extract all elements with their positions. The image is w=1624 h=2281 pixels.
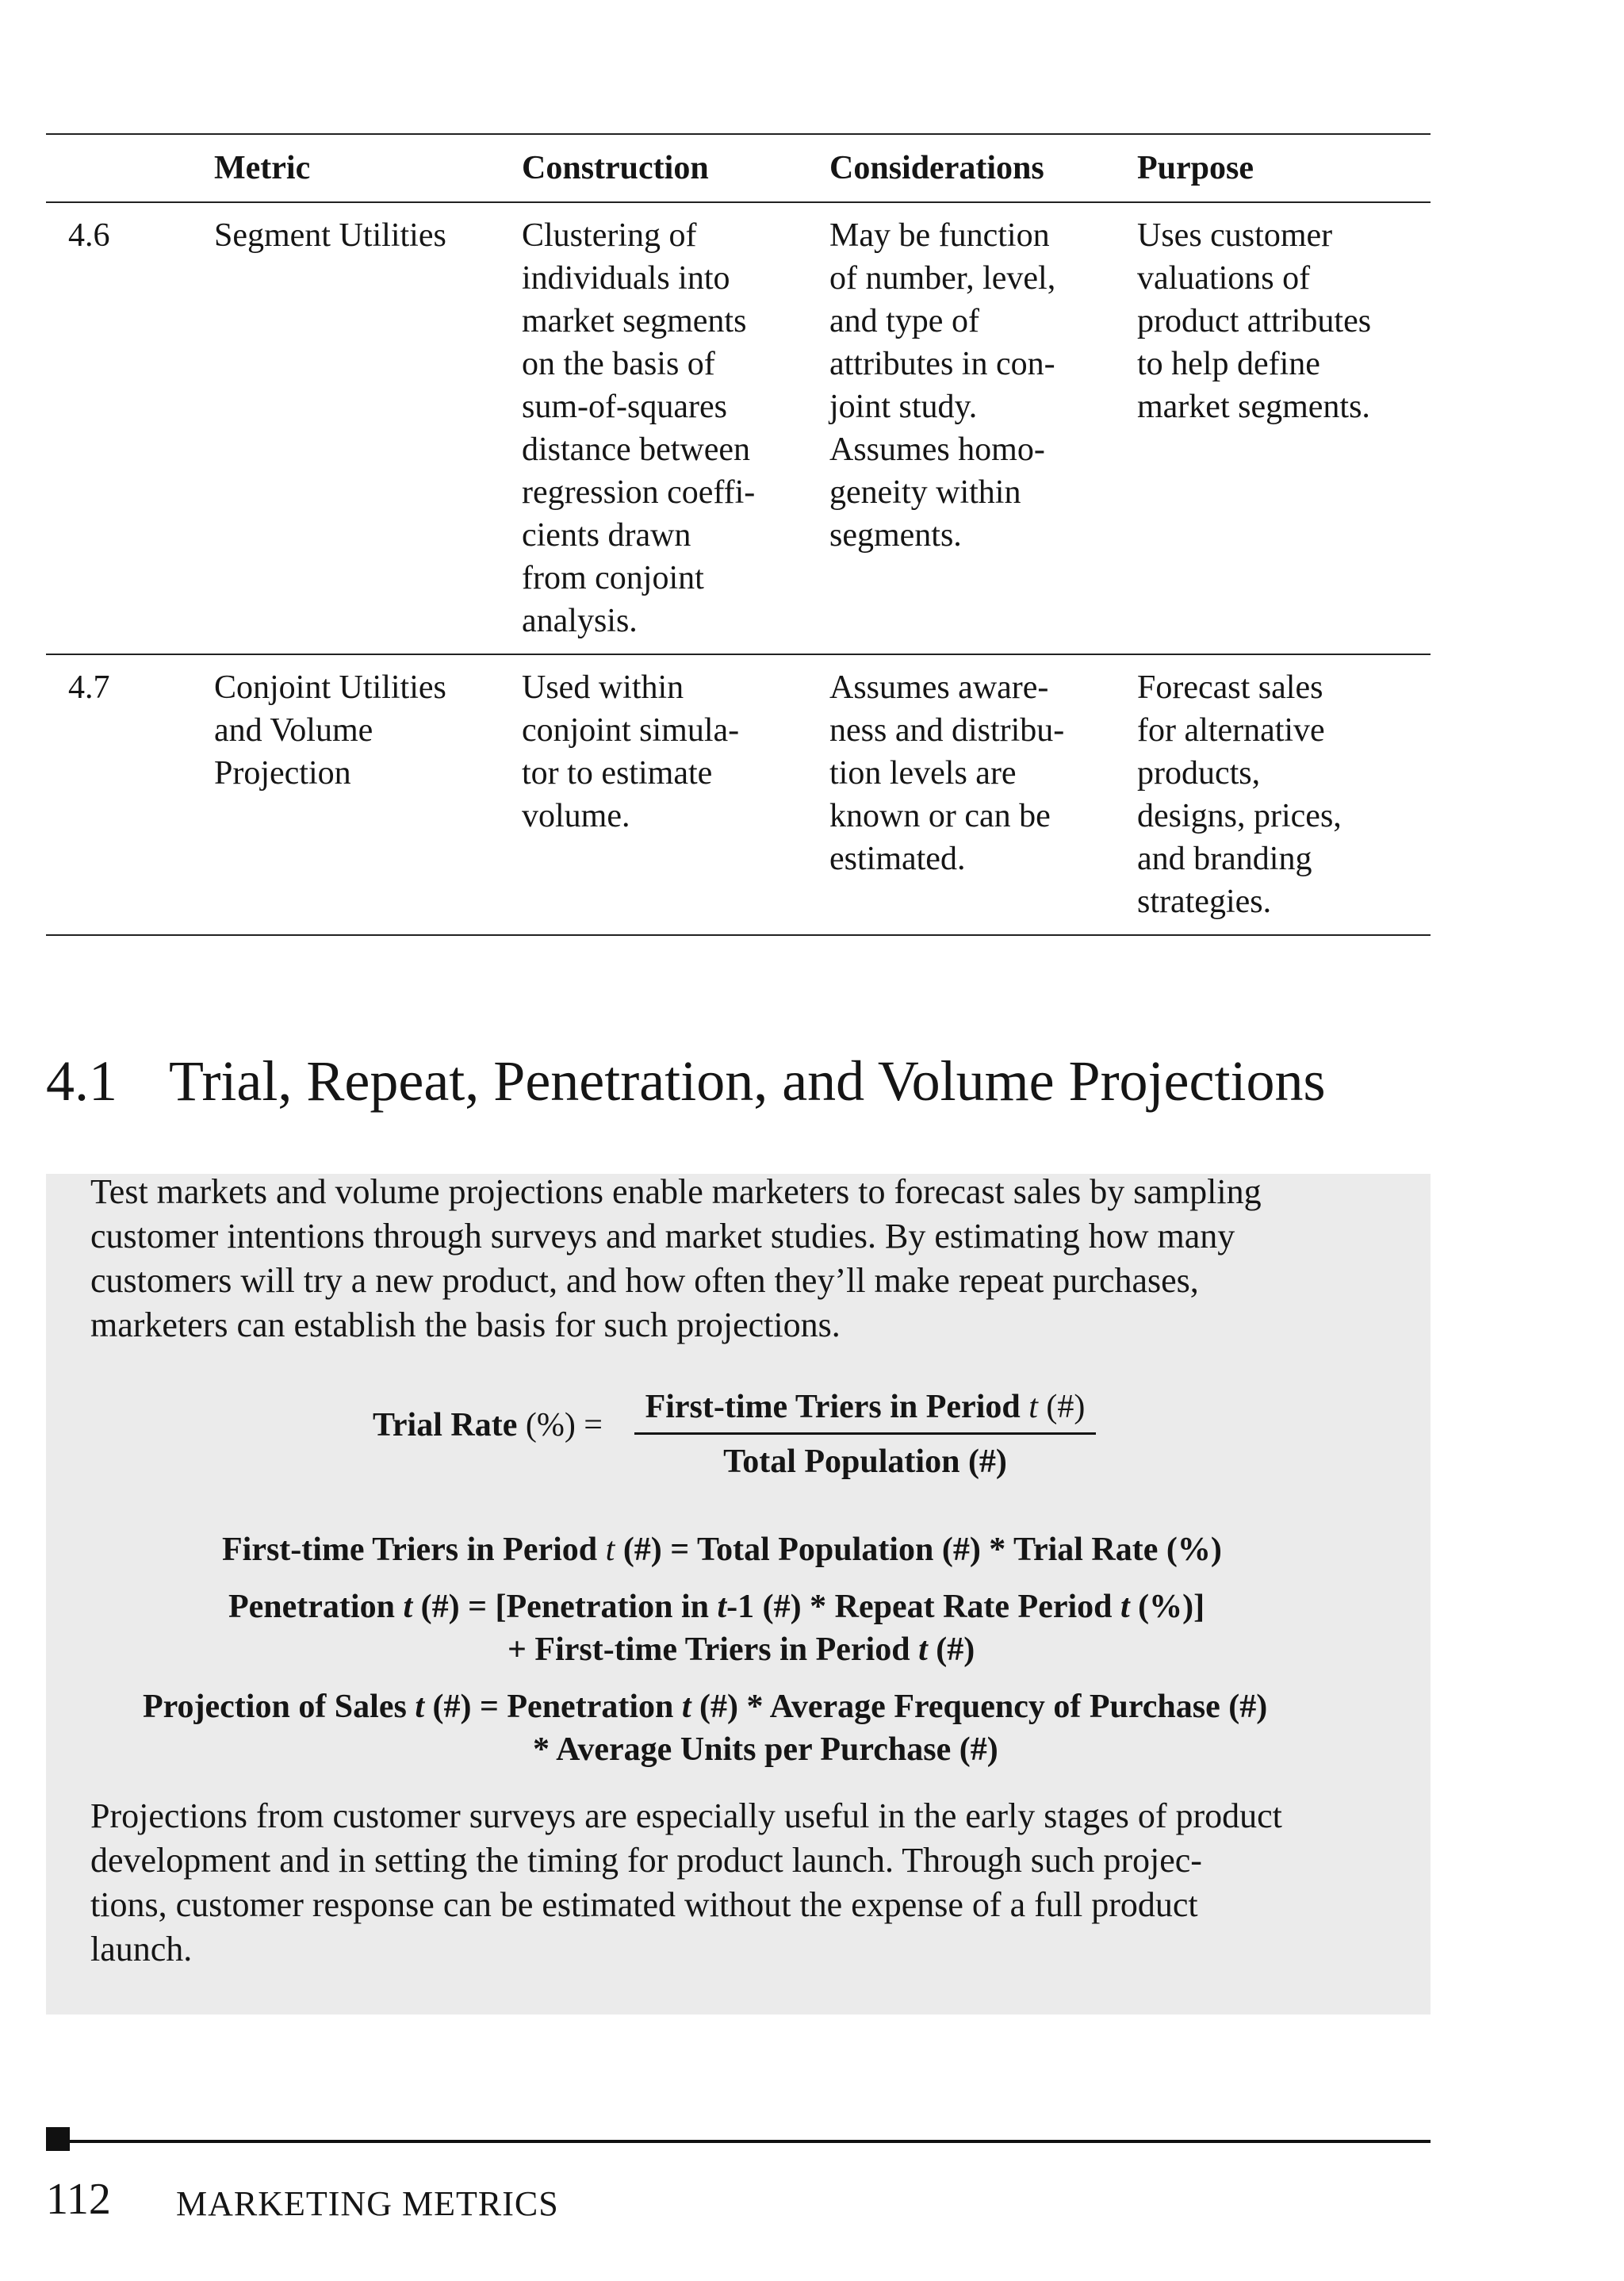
penetration-formula: Penetration t (#) = [Penetration in t-1 (#) * Repeat Rate Period t (%)] — [228, 1589, 1205, 1625]
cell-line: to help define — [1137, 346, 1320, 382]
paragraph-line: Test markets and volume projections enable marketers to forecast sales by sampling — [90, 1172, 1262, 1211]
paragraph-line: customer intentions through surveys and market studies. By estimating how many — [90, 1217, 1235, 1256]
cell-line: Clustering of — [522, 217, 697, 254]
metrics-table — [46, 133, 1431, 936]
header-metric: Metric — [214, 134, 522, 202]
outro-paragraph — [90, 1794, 1282, 1972]
row-id: 4.7 — [46, 654, 214, 935]
cell-line: Used within — [522, 669, 684, 706]
paragraph-line: development and in setting the timing for product launch. Through such projec- — [90, 1841, 1202, 1880]
cell-line: attributes in con- — [829, 346, 1055, 382]
cell-line: sum-of-squares — [522, 389, 727, 425]
cell-line: Uses customer — [1137, 217, 1333, 254]
cell-line: Projection — [214, 755, 351, 792]
cell-line: cients drawn — [522, 517, 691, 554]
section-heading — [46, 1045, 1326, 1117]
cell-line: Assumes aware- — [829, 669, 1049, 706]
header-construction: Construction — [522, 134, 829, 202]
cell-line: for alternative — [1137, 712, 1325, 749]
cell-line: designs, prices, — [1137, 798, 1342, 834]
cell-line: joint study. — [829, 389, 978, 425]
trial-rate-fraction — [634, 1388, 1096, 1481]
running-head: MARKETING METRICS — [176, 2184, 559, 2223]
table-row — [46, 202, 1431, 654]
cell-line: estimated. — [829, 841, 966, 877]
cell-considerations — [829, 654, 1137, 935]
cell-line: of number, level, — [829, 260, 1056, 297]
cell-purpose — [1137, 202, 1431, 654]
cell-line: analysis. — [522, 603, 638, 639]
cell-line: and type of — [829, 303, 979, 339]
cell-line: Assumes homo- — [829, 431, 1045, 468]
cell-line: and Volume — [214, 712, 373, 749]
paragraph-line: Projections from customer surveys are especially useful in the early stages of product — [90, 1796, 1282, 1835]
cell-line: from conjoint — [522, 560, 704, 596]
paragraph-line: marketers can establish the basis for such projections. — [90, 1305, 841, 1344]
cell-line: regression coeffi- — [522, 474, 756, 511]
cell-line: strategies. — [1137, 884, 1272, 920]
page-number: 112 — [46, 2175, 111, 2224]
cell-line: products, — [1137, 755, 1261, 792]
cell-line: volume. — [522, 798, 630, 834]
cell-purpose — [1137, 654, 1431, 935]
paragraph-line: launch. — [90, 1930, 193, 1969]
cell-construction — [522, 654, 829, 935]
cell-line: market segments — [522, 303, 747, 339]
header-id — [46, 134, 214, 202]
cell-line: Conjoint Utilities — [214, 669, 446, 706]
cell-line: tor to estimate — [522, 755, 713, 792]
footer-rule-marker — [46, 2127, 70, 2151]
cell-line: segments. — [829, 517, 962, 554]
footer-rule — [46, 2140, 1431, 2143]
header-considerations: Considerations — [829, 134, 1137, 202]
sales-projection-formula-line2: * Average Units per Purchase (#) — [533, 1731, 998, 1768]
cell-line: tion levels are — [829, 755, 1017, 792]
cell-considerations — [829, 202, 1137, 654]
cell-line: product attributes — [1137, 303, 1372, 339]
cell-construction — [522, 202, 829, 654]
section-title: Trial, Repeat, Penetration, and Volume Projections — [169, 1049, 1326, 1113]
section-number: 4.1 — [46, 1049, 117, 1113]
cell-line: individuals into — [522, 260, 730, 297]
cell-line: May be function — [829, 217, 1050, 254]
cell-line: distance between — [522, 431, 751, 468]
table-header-row — [46, 134, 1431, 202]
cell-line: Segment Utilities — [214, 217, 446, 254]
cell-line: market segments. — [1137, 389, 1370, 425]
cell-metric — [214, 654, 522, 935]
header-purpose: Purpose — [1137, 134, 1431, 202]
cell-line: known or can be — [829, 798, 1051, 834]
sales-projection-formula: Projection of Sales t (#) = Penetration t (#) * Average Frequency of Purchase (#) — [143, 1689, 1268, 1725]
triers-formula: First-time Triers in Period t (#) = Total Population (#) * Trial Rate (%) — [222, 1532, 1222, 1568]
cell-metric — [214, 202, 522, 654]
cell-line: conjoint simula- — [522, 712, 740, 749]
cell-line: on the basis of — [522, 346, 715, 382]
cell-line: Forecast sales — [1137, 669, 1323, 706]
row-id: 4.6 — [46, 202, 214, 654]
paragraph-line: tions, customer response can be estimated without the expense of a full product — [90, 1885, 1198, 1924]
paragraph-line: customers will try a new product, and how often they’ll make repeat purchases, — [90, 1261, 1199, 1300]
penetration-formula-line2: + First-time Triers in Period t (#) — [508, 1631, 975, 1668]
cell-line: ness and distribu- — [829, 712, 1065, 749]
fraction-denominator: Total Population (#) — [723, 1443, 1007, 1480]
fraction-numerator: First-time Triers in Period t (#) — [634, 1388, 1096, 1435]
table-row — [46, 654, 1431, 935]
intro-paragraph — [90, 1170, 1262, 1348]
cell-line: geneity within — [829, 474, 1021, 511]
cell-line: valuations of — [1137, 260, 1311, 297]
cell-line: and branding — [1137, 841, 1312, 877]
trial-rate-lhs: Trial Rate (%) = — [373, 1407, 603, 1443]
